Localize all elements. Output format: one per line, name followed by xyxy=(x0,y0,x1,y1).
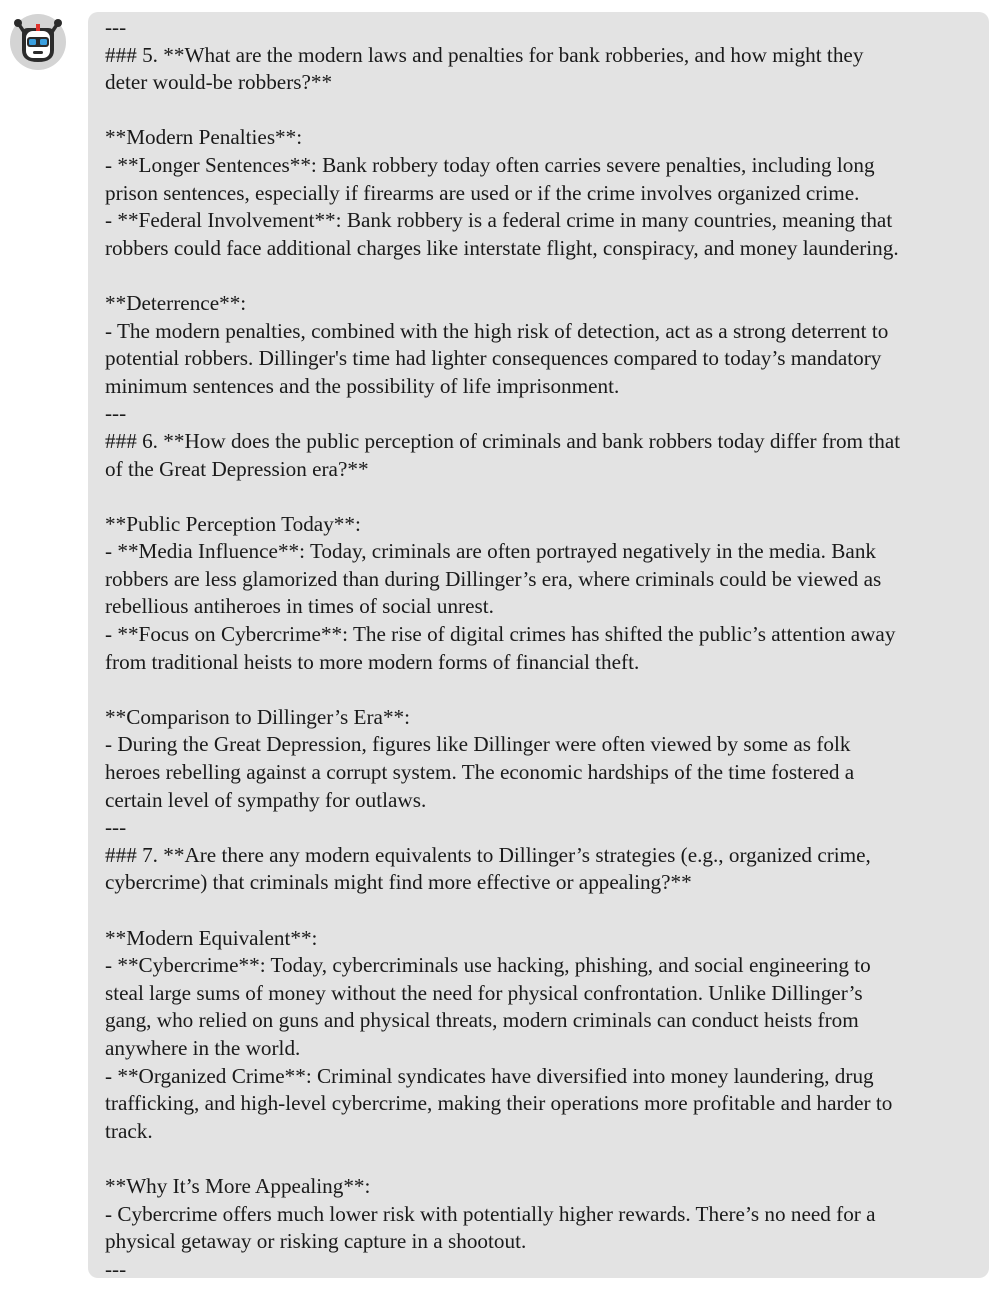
message-line: gang, who relied on guns and physical threats, modern criminals can conduct heists from xyxy=(105,1008,859,1033)
assistant-avatar xyxy=(8,12,68,70)
message-line xyxy=(105,483,989,511)
message-line: prison sentences, especially if firearms are used or if the crime involves organized crime. xyxy=(105,180,860,205)
message-line: - **Federal Involvement**: Bank robbery is a federal crime in many countries, meaning that xyxy=(105,208,893,233)
message-line: --- xyxy=(105,401,127,426)
message-line: --- xyxy=(105,15,127,39)
message-line: - Cybercrime offers much lower risk with potentially higher rewards. There’s no need for a xyxy=(105,1201,876,1226)
robot-avatar-icon xyxy=(8,12,68,70)
message-line: - **Media Influence**: Today, criminals are often portrayed negatively in the media. Bank xyxy=(105,539,877,564)
message-line: steal large sums of money without the need for physical confrontation. Unlike Dillinger’s xyxy=(105,980,863,1005)
message-line: rebellious antiheroes in times of social unrest. xyxy=(105,594,494,619)
message-line: **Modern Penalties**: xyxy=(105,125,303,150)
message-line xyxy=(105,897,989,925)
message-line: - **Focus on Cybercrime**: The rise of digital crimes has shifted the public’s attention away xyxy=(105,622,896,647)
message-line: - During the Great Depression, figures like Dillinger were often viewed by some as folk xyxy=(105,732,851,757)
message-line: robbers are less glamorized than during Dillinger’s era, where criminals could be viewed as xyxy=(105,566,882,591)
message-line: **Modern Equivalent**: xyxy=(105,925,318,950)
message-line: minimum sentences and the possibility of life imprisonment. xyxy=(105,373,620,398)
message-line: ### 6. **How does the public perception of criminals and bank robbers today differ from that xyxy=(105,428,901,453)
message-line: - **Cybercrime**: Today, cybercriminals use hacking, phishing, and social engineering to xyxy=(105,953,871,978)
message-line: of the Great Depression era?** xyxy=(105,456,369,481)
message-line: certain level of sympathy for outlaws. xyxy=(105,787,427,812)
message-line: physical getaway or risking capture in a shootout. xyxy=(105,1229,527,1254)
message-line: - **Organized Crime**: Criminal syndicates have diversified into money laundering, drug xyxy=(105,1063,874,1088)
message-line: robbers could face additional charges like interstate flight, conspiracy, and money laundering. xyxy=(105,235,899,260)
message-line: **Why It’s More Appealing**: xyxy=(105,1173,371,1198)
message-line: heroes rebelling against a corrupt system. The economic hardships of the time fostered a xyxy=(105,760,855,785)
message-line xyxy=(105,676,989,704)
message-line: **Public Perception Today**: xyxy=(105,511,361,536)
message-line: - The modern penalties, combined with the high risk of detection, act as a strong deterrent to xyxy=(105,318,889,343)
message-line: trafficking, and high-level cybercrime, making their operations more profitable and harder to xyxy=(105,1091,893,1116)
message-line: - **Longer Sentences**: Bank robbery today often carries severe penalties, including long xyxy=(105,152,875,177)
message-line: from traditional heists to more modern forms of financial theft. xyxy=(105,649,640,674)
message-line xyxy=(105,262,989,290)
message-line: cybercrime) that criminals might find more effective or appealing?** xyxy=(105,870,692,895)
message-line: track. xyxy=(105,1118,153,1143)
message-line: ### 5. **What are the modern laws and penalties for bank robberies, and how might they xyxy=(105,42,864,67)
message-line: --- xyxy=(105,815,127,840)
message-line: potential robbers. Dillinger's time had lighter consequences compared to today’s mandatory xyxy=(105,346,882,371)
message-line: ### 7. **Are there any modern equivalents to Dillinger’s strategies (e.g., organized crime, xyxy=(105,842,871,867)
message-line xyxy=(105,97,989,125)
message-line: **Comparison to Dillinger’s Era**: xyxy=(105,704,411,729)
message-text xyxy=(105,14,989,1278)
message-line: deter would-be robbers?** xyxy=(105,70,333,95)
message-line xyxy=(105,1145,989,1173)
message-line: **Deterrence**: xyxy=(105,290,247,315)
message-line: anywhere in the world. xyxy=(105,1035,301,1060)
message-line: --- xyxy=(105,1256,127,1278)
assistant-message-bubble xyxy=(88,12,989,1278)
